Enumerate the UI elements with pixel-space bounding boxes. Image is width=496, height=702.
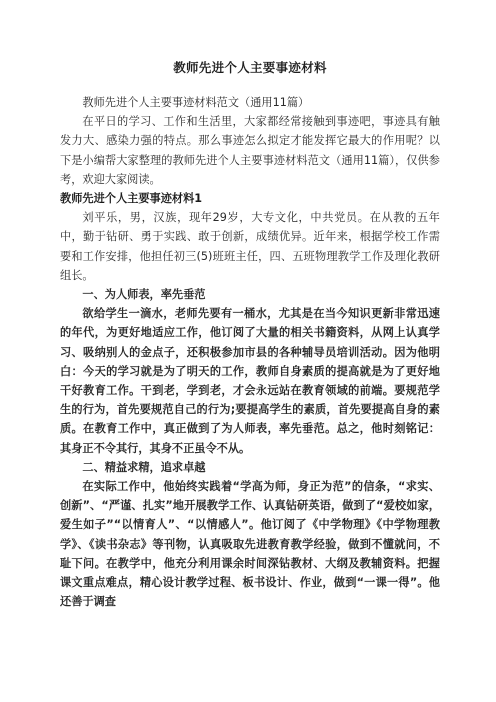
excellence-paragraph: 在实际工作中，他始终实践着“学高为师，身正为范”的信条，“求实、创新”、“严谨、扎实”地开展教学工作、认真钻研英语，做到了“爱校如家，爱生如子”“以情育人”、“以情感人”。他订阅了《中学物理》《中学物理教学》、《读书杂志》等刊物，认真吸取先进教育教学经验，做到不懂就问，不耻下问。在教学中，他充分利用课余时间深钻教材、大纲及教辅资料。把握课文重点难点，精心设计教学过程、板书设计、作业，做到“一课一得”。他还善于调查 [60,480,440,609]
intro-line: 教师先进个人主要事迹材料范文（通用11篇） [82,96,310,109]
profile-paragraph: 刘平乐，男，汉族，现年29岁，大专文化，中共党员。在从教的五年中，勤于钻研、勇于实践、敢于创新，成绩优异。近年来，根据学校工作需要和工作安排，他担任初三(5)班班主任，四、五班物理教学工作及理化教研组长。 [60,211,440,282]
section-heading: 教师先进个人主要事迹材料1 [60,192,203,206]
subheading-role-model: 一、为人师表，率先垂范 [82,288,206,302]
document-title: 教师先进个人主要事迹材料 [173,60,327,75]
intro-paragraph: 在平日的学习、工作和生活里，大家都经常接触到事迹吧，事迹具有触发力大、感染力强的特点。那么事迹怎么拟定才能发挥它最大的作用呢？以下是小编帮大家整理的教师先进个人主要事迹材料范文（通用11篇），仅供参考，欢迎大家阅读。 [60,115,440,186]
subheading-excellence: 二、精益求精，追求卓越 [82,460,206,474]
role-model-paragraph: 欲给学生一滴水，老师先要有一桶水，尤其是在当今知识更新非常迅速的年代，为更好地适应工作，他订阅了大量的相关书籍资料，从网上认真学习、吸纳别人的金点子，还积极参加市县的各种辅导员培训活动。因为他明白：今天的学习就是为了明天的工作，教师自身素质的提高就是为了更好地干好教育工作。干到老，学到老，才会永远站在教育领域的前端。要规范学生的行为，首先要规范自己的行为;要提高学生的素质，首先要提高自身的素质。在教育工作中，真正做到了为人师表，率先垂范。总之，他时刻铭记：其身正不令其行，其身不正虽令不从。 [60,307,440,455]
document-page [60,0,440,702]
